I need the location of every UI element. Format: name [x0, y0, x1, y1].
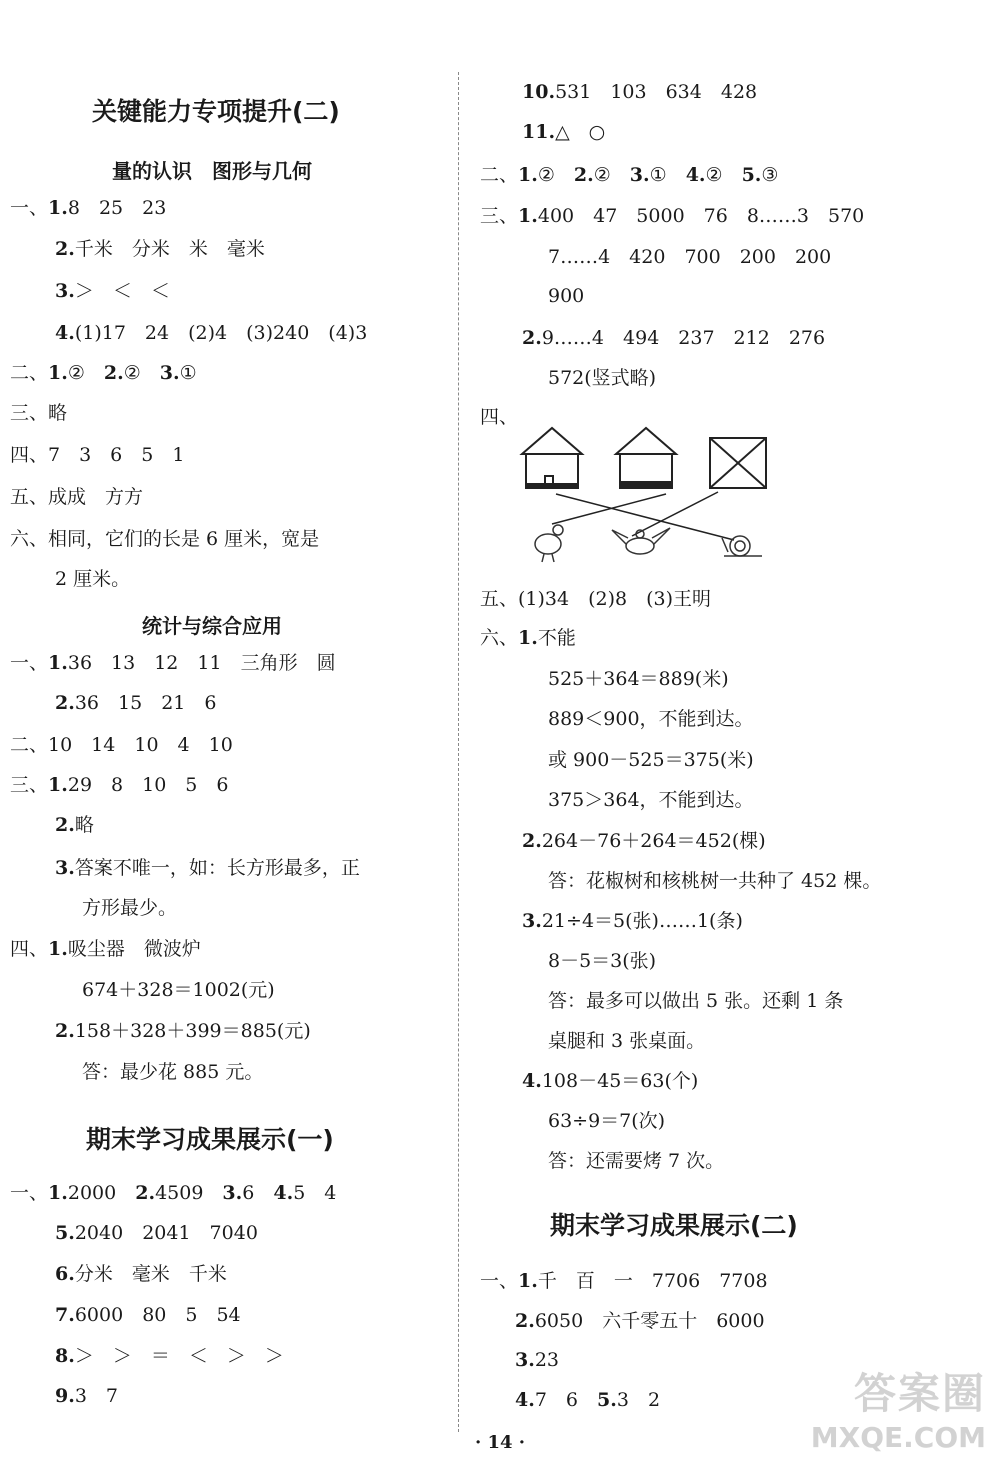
answer-line: 答：最多可以做出 5 张。还剩 1 条 — [548, 990, 844, 1012]
answer-line: 六、1.不能 — [480, 627, 576, 649]
watermark — [811, 1361, 986, 1454]
answer-line: 3.答案不唯一，如：长方形最多，正 — [55, 857, 360, 879]
answer-line: 4.7 6 5.3 2 — [515, 1389, 661, 1411]
section-title-final-2: 期末学习成果展示(二) — [550, 1211, 798, 1240]
answer-line: 四、1.吸尘器 微波炉 — [10, 938, 201, 960]
answer-line: 或 900－525＝375(米) — [548, 749, 754, 771]
answer-line: 525＋364＝889(米) — [548, 668, 729, 690]
answer-line: 2.千米 分米 米 毫米 — [55, 238, 265, 260]
answer-line: 桌腿和 3 张桌面。 — [548, 1030, 706, 1052]
answer-line: 四、7 3 6 5 1 — [10, 444, 185, 466]
answer-line: 五、成成 方方 — [10, 486, 144, 508]
answer-line: 4.(1)17 24 (2)4 (3)240 (4)3 — [55, 322, 368, 344]
column-divider — [458, 72, 459, 1432]
answer-line: 2.36 15 21 6 — [55, 692, 217, 714]
answer-line: 8.＞ ＞ ＝ ＜ ＞ ＞ — [55, 1345, 284, 1367]
answer-line: 一、1.2000 2.4509 3.6 4.5 4 — [10, 1182, 337, 1204]
answer-line: 2.9……4 494 237 212 276 — [522, 327, 826, 349]
answer-line: 二、1.② 2.② 3.① — [10, 362, 197, 384]
answer-line: 2 厘米。 — [55, 568, 131, 590]
answer-line: 11.△ ○ — [522, 121, 606, 143]
subsection-title-quantity-geometry: 量的认识 图形与几何 — [112, 159, 312, 183]
answer-line: 572(竖式略) — [548, 367, 657, 389]
watermark-title: 答案圈 — [853, 1369, 986, 1418]
answer-line: 二、1.② 2.② 3.① 4.② 5.③ — [480, 164, 779, 186]
answer-line: 9.3 7 — [55, 1385, 119, 1407]
answer-line: 5.2040 2041 7040 — [55, 1222, 258, 1244]
matching-figure — [512, 422, 782, 572]
answer-line: 2.6050 六千零五十 6000 — [515, 1310, 765, 1332]
answer-line: 7.6000 80 5 54 — [55, 1304, 241, 1326]
answer-line: 3.23 — [515, 1349, 560, 1371]
section-title-final-1: 期末学习成果展示(一) — [86, 1125, 334, 1154]
answer-line: 一、1.8 25 23 — [10, 197, 167, 219]
answer-line: 900 — [548, 285, 585, 307]
answer-line: 一、1.千 百 一 7706 7708 — [480, 1270, 768, 1292]
answer-line: 8－5＝3(张) — [548, 950, 657, 972]
answer-line: 6.分米 毫米 千米 — [55, 1263, 227, 1285]
page-number: · 14 · — [474, 1432, 526, 1453]
crossed-square-icon — [710, 438, 766, 488]
answer-line: 五、(1)34 (2)8 (3)王明 — [480, 588, 712, 610]
answer-line: 889＜900，不能到达。 — [548, 708, 754, 730]
answer-line: 四、 — [480, 406, 519, 428]
answer-line: 答：花椒树和核桃树一共种了 452 棵。 — [548, 870, 882, 892]
chicken-icon — [535, 525, 563, 562]
house-icon — [616, 428, 676, 488]
answer-line: 三、1.29 8 10 5 6 — [10, 774, 229, 796]
answer-line: 10.531 103 634 428 — [522, 81, 758, 103]
matching-lines — [552, 492, 734, 540]
answer-line: 六、相同，它们的长是 6 厘米，宽是 — [10, 528, 320, 550]
answer-line: 63÷9＝7(次) — [548, 1110, 666, 1132]
answer-line: 答：还需要烤 7 次。 — [548, 1150, 725, 1172]
subsection-title-statistics: 统计与综合应用 — [142, 614, 282, 638]
answer-line: 答：最少花 885 元。 — [82, 1061, 264, 1083]
answer-line: 3.＞ ＜ ＜ — [55, 280, 170, 302]
section-title-key-ability: 关键能力专项提升(二) — [92, 97, 340, 126]
answer-line: 375＞364，不能到达。 — [548, 789, 754, 811]
answer-line: 674＋328＝1002(元) — [82, 979, 275, 1001]
answer-line: 2.264－76＋264＝452(棵) — [522, 830, 766, 852]
answer-line: 3.21÷4＝5(张)……1(条) — [522, 910, 743, 932]
answer-line: 二、10 14 10 4 10 — [10, 734, 233, 756]
watermark-url: MXQE.COM — [810, 1421, 986, 1454]
answer-line: 4.108－45＝63(个) — [522, 1070, 699, 1092]
answer-line: 三、略 — [10, 402, 68, 424]
answer-line: 2.158＋328＋399＝885(元) — [55, 1020, 311, 1042]
answer-line: 方形最少。 — [82, 897, 178, 919]
answer-line: 三、1.400 47 5000 76 8……3 570 — [480, 205, 865, 227]
answer-line: 7……4 420 700 200 200 — [548, 246, 832, 268]
answer-line: 2.略 — [55, 814, 94, 836]
house-icon — [522, 428, 582, 488]
answer-line: 一、1.36 13 12 11 三角形 圆 — [10, 652, 336, 674]
